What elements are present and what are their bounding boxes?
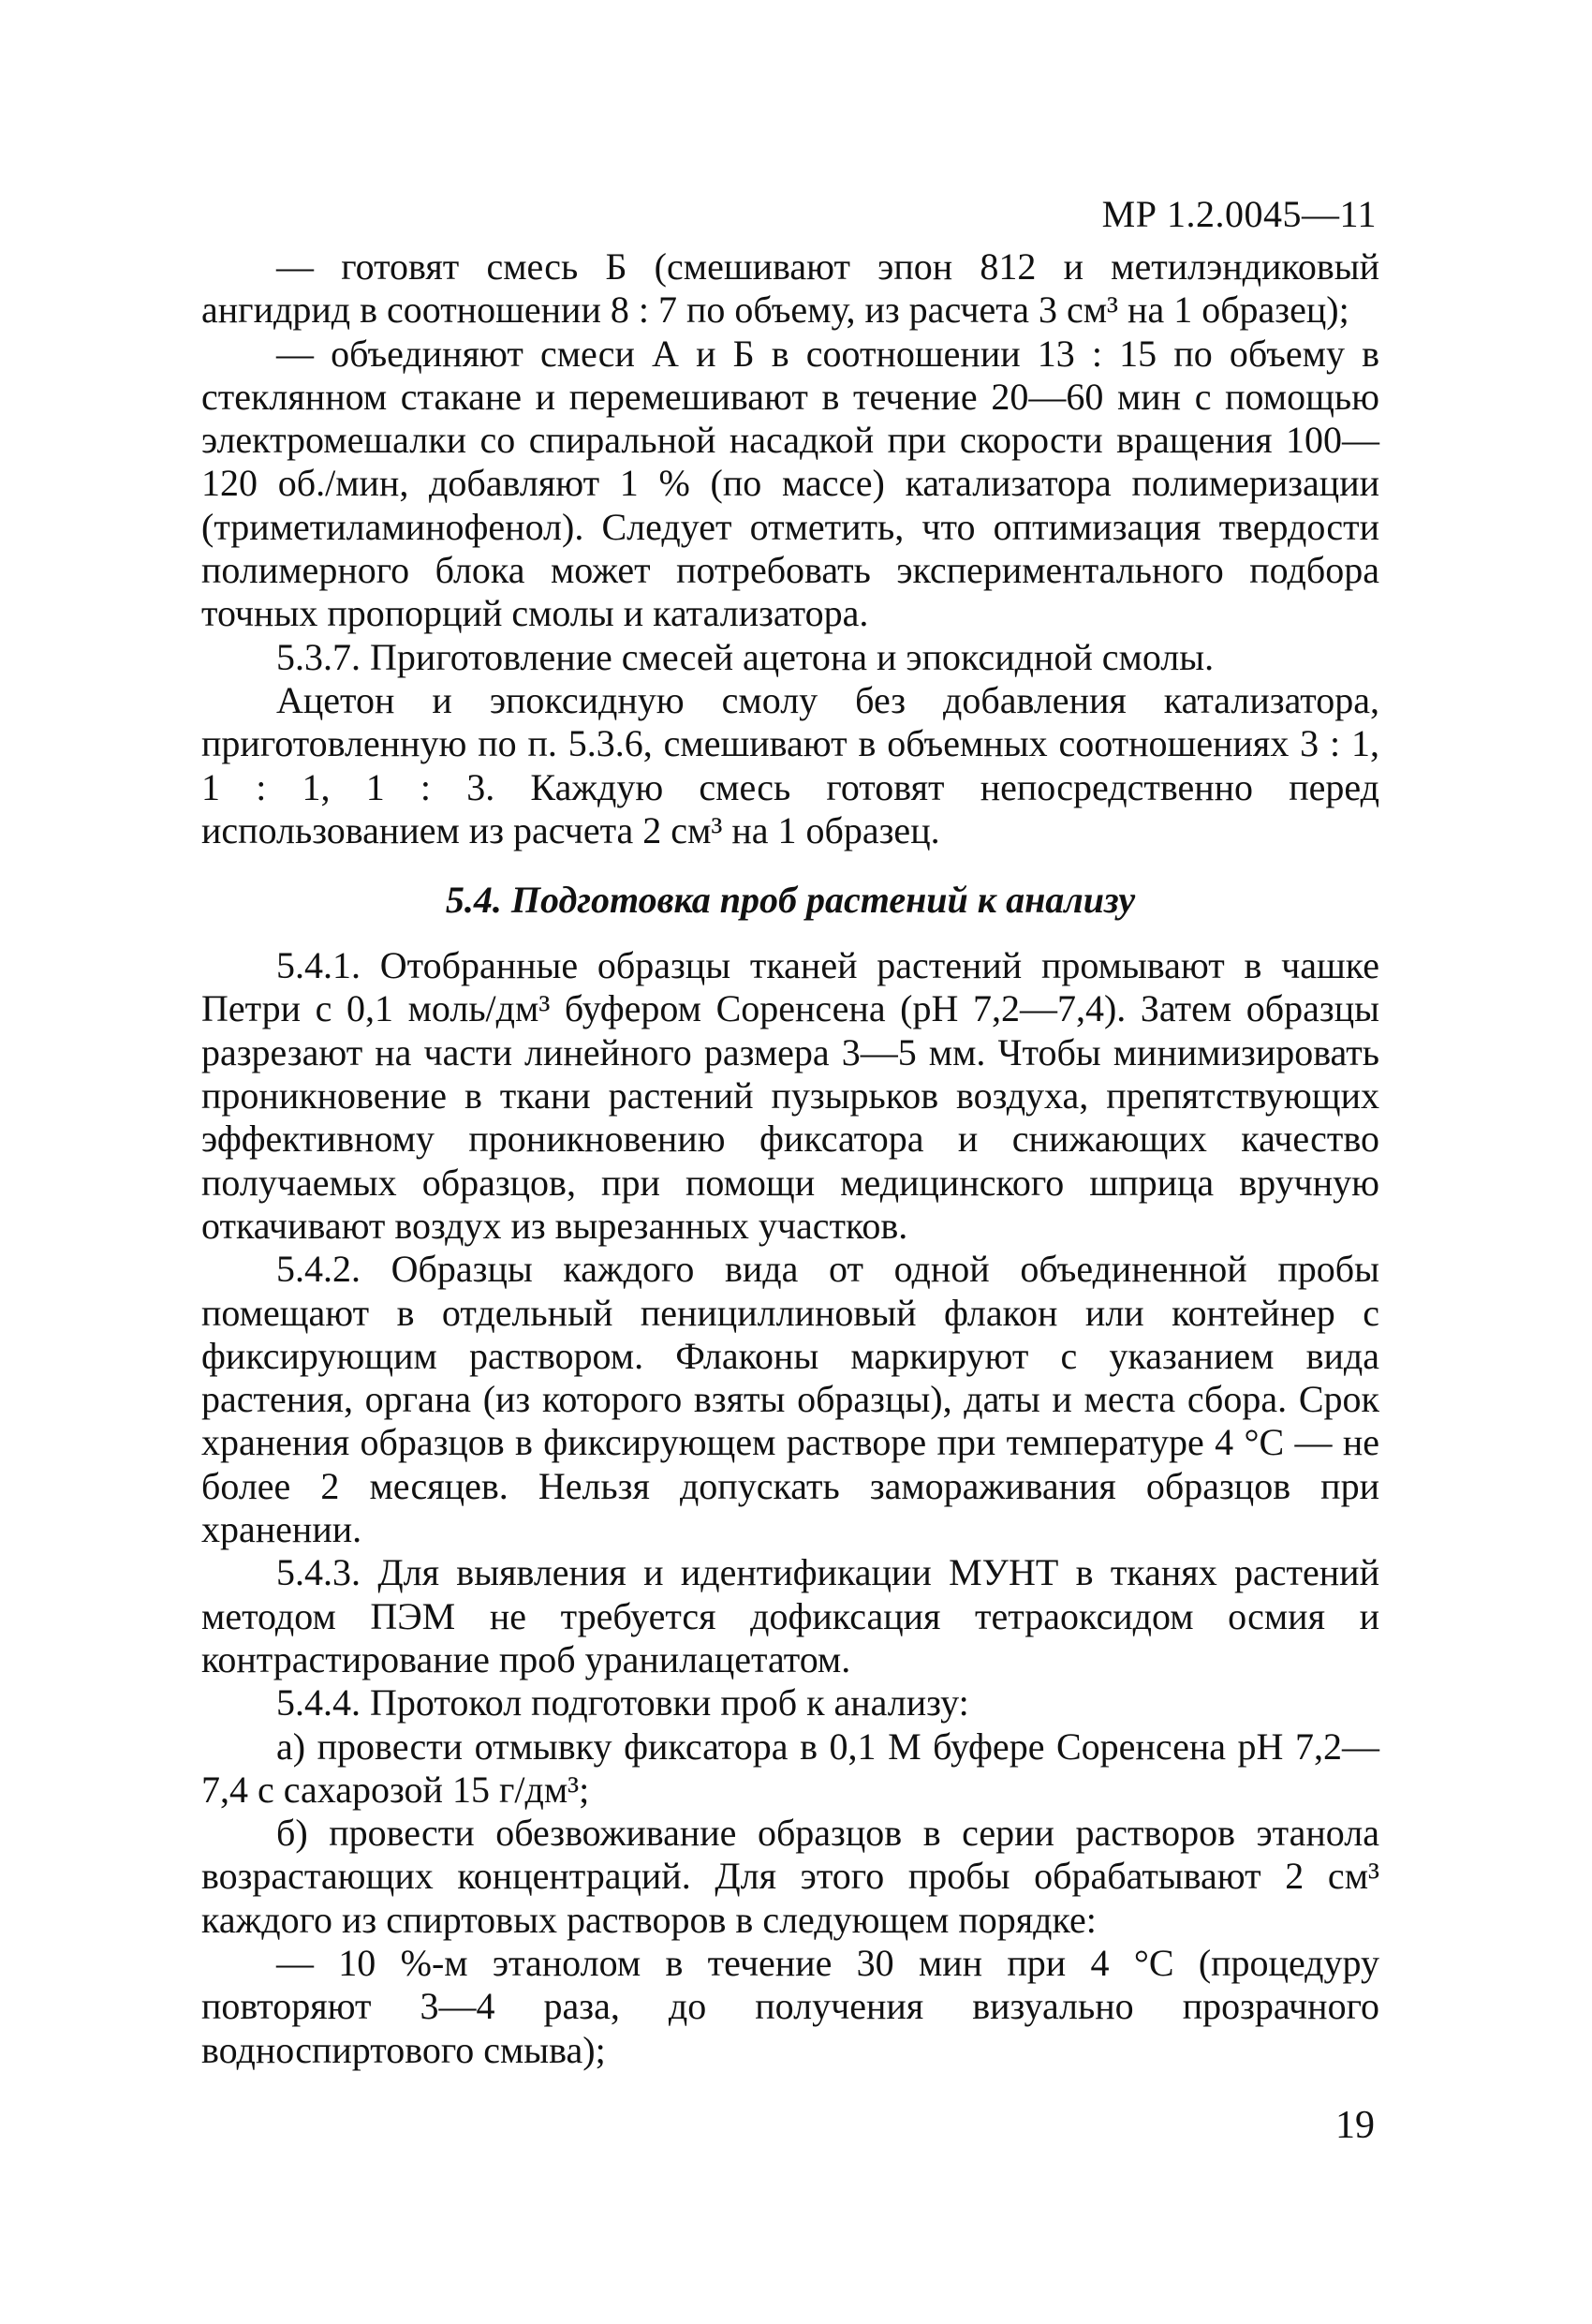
paragraph-mixture-b: — готовят смесь Б (смешивают эпон 812 и метилэндиковый ангидрид в соотношении 8 : 7 по объему, из расчета 3 см³ на 1 образец); <box>201 245 1379 332</box>
paragraph-ethanol-10: — 10 %-м этанолом в течение 30 мин при 4 °С (процедуру повторяют 3—4 раза, до получения визуально прозрачного водноспиртового смыва); <box>201 1941 1379 2071</box>
paragraph-5-4-3: 5.4.3. Для выявления и идентификации МУНТ в тканях растений методом ПЭМ не требуется дофиксация тетраоксидом осмия и контрастирование проб уранилацетатом. <box>201 1551 1379 1680</box>
document-code: МР 1.2.0045—11 <box>1101 193 1377 235</box>
paragraph-acetone-resin: Ацетон и эпоксидную смолу без добавления катализатора, приготовленную по п. 5.3.6, смешивают в объемных соотношениях 3 : 1, 1 : 1, 1 : 3. Каждую смесь готовят непосредственно перед использованием из расчета 2 см³ на 1 образец. <box>201 678 1379 851</box>
paragraph-step-b: б) провести обезвоживание образцов в серии растворов этанола возрастающих концентраций. Для этого пробы обрабатывают 2 см³ каждого из спиртовых растворов в следующем порядке: <box>201 1812 1379 1941</box>
document-body <box>201 245 1379 2072</box>
page-number: 19 <box>1335 2104 1375 2147</box>
paragraph-5-4-1: 5.4.1. Отобранные образцы тканей растений промывают в чашке Петри с 0,1 моль/дм³ буфером Соренсена (рН 7,2—7,4). Затем образцы разрезают на части линейного размера 3—5 мм. Чтобы минимизировать проникновение в ткани растений пузырьков воздуха, препятствующих эффективному проникновению фиксатора и снижающих качество получаемых образцов, при помощи медицинского шприца вручную откачивают воздух из вырезанных участков. <box>201 944 1379 1247</box>
paragraph-combine-mixtures: — объединяют смеси А и Б в соотношении 13 : 15 по объему в стеклянном стакане и перемешивают в течение 20—60 мин с помощью электромешалки со спиральной насадкой при скорости вращения 100—120 об./мин, добавляют 1 % (по массе) катализатора полимеризации (триметиламинофенол). Следует отметить, что оптимизация твердости полимерного блока может потребовать экспериментального подбора точных пропорций смолы и катализатора. <box>201 332 1379 635</box>
paragraph-5-4-4: 5.4.4. Протокол подготовки проб к анализу: <box>276 1681 969 1724</box>
paragraph-5-4-2: 5.4.2. Образцы каждого вида от одной объединенной пробы помещают в отдельный пенициллиновый флакон или контейнер с фиксирующим раствором. Флаконы маркируют с указанием вида растения, органа (из которого взяты образцы), даты и места сбора. Срок хранения образцов в фиксирующем растворе при температуре 4 °С — не более 2 месяцев. Нельзя допускать замораживания образцов при хранении. <box>201 1248 1379 1551</box>
section-title-5-4: 5.4. Подготовка проб растений к анализу <box>445 879 1136 922</box>
paragraph-5-3-7-heading: 5.3.7. Приготовление смесей ацетона и эпоксидной смолы. <box>276 635 1215 678</box>
paragraph-step-a: а) провести отмывку фиксатора в 0,1 М буфере Соренсена рН 7,2—7,4 с сахарозой 15 г/дм³; <box>201 1724 1379 1811</box>
